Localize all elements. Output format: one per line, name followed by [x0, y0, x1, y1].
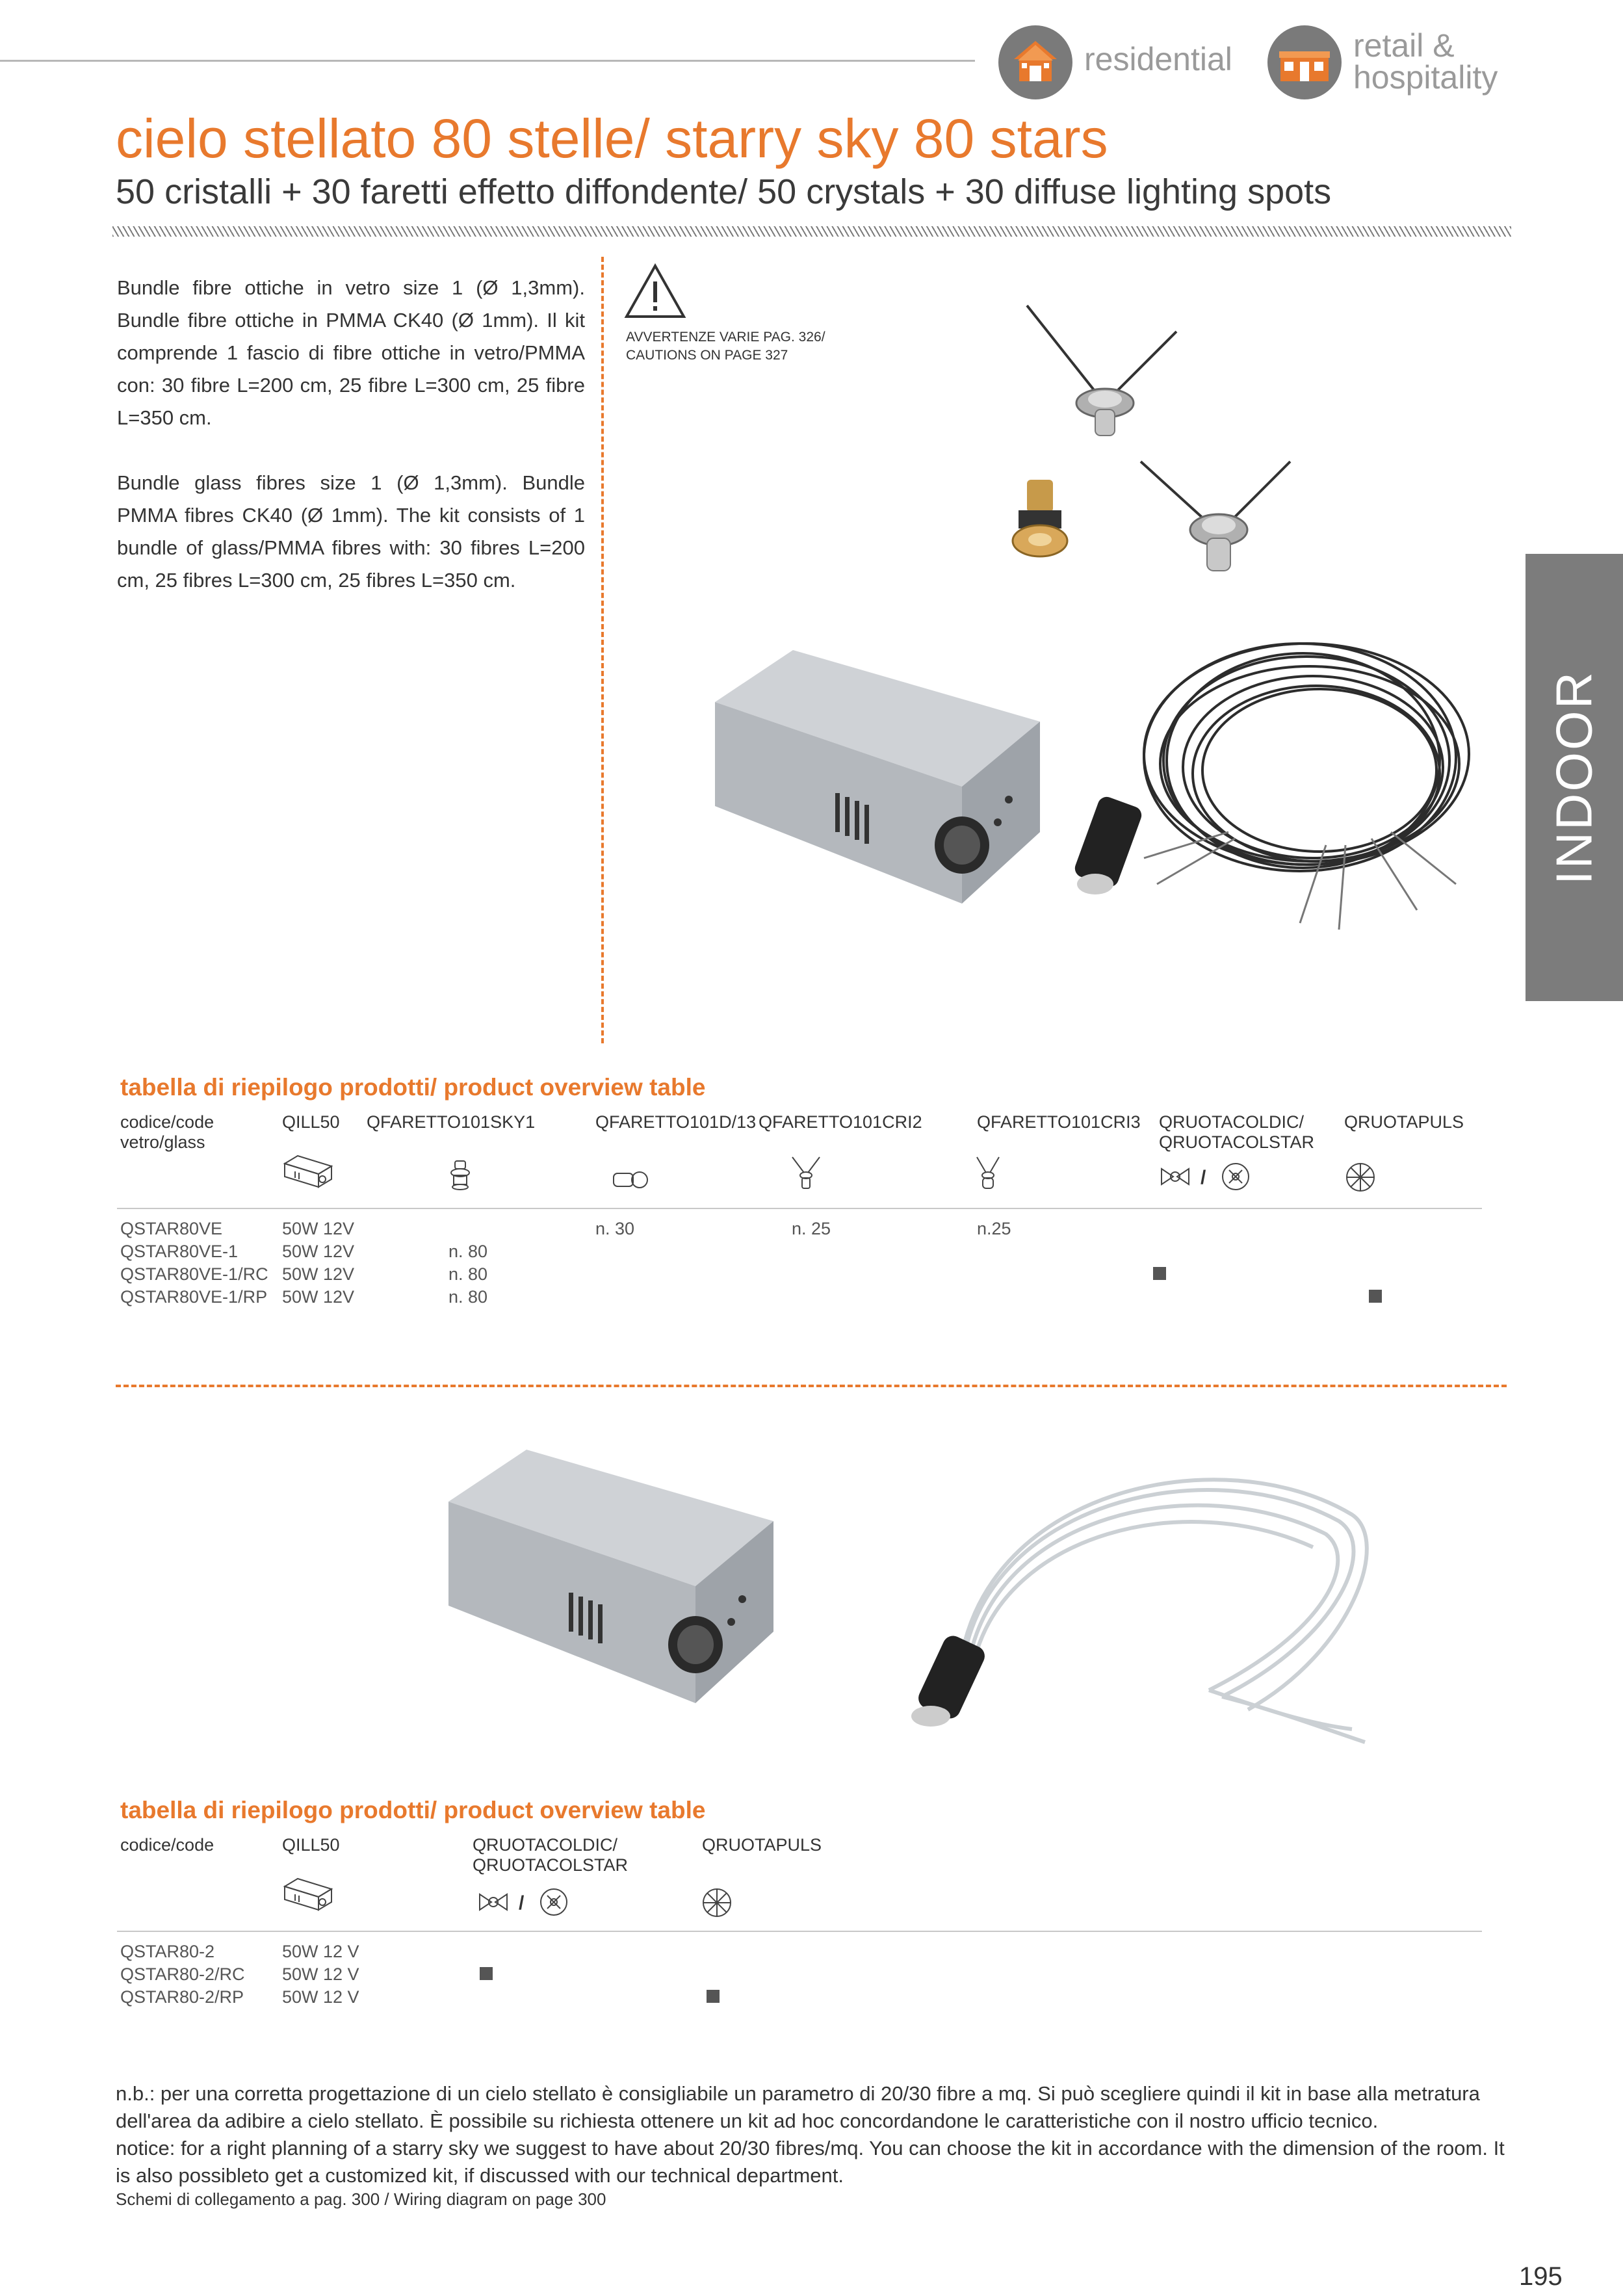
illuminator-icon: [282, 1152, 334, 1191]
table1-header-code: codice/code: [120, 1112, 214, 1132]
table1-row4-sky1: n. 80: [448, 1287, 488, 1307]
table2-row3-qill50: 50W 12 V: [282, 1987, 359, 2007]
shop-icon: [1267, 25, 1342, 99]
table1-row2-sky1: n. 80: [448, 1242, 488, 1261]
section-dashed-divider: [116, 1385, 1507, 1387]
category-residential-badge[interactable]: [998, 25, 1072, 99]
description-italian: Bundle fibre ottiche in vetro size 1 (Ø 1,3mm). Bundle fibre ottiche in PMMA CK40 (Ø 1mm). Il kit comprende 1 fascio di fibre ottiche in vetro/PMMA con: 30 fibre L=200 cm, 25 fibre L=300 cm, 25 fibre L=350 cm.: [117, 276, 585, 429]
table2-row3-code: QSTAR80-2/RP: [120, 1987, 244, 2007]
page-title: cielo stellato 80 stelle/ starry sky 80 stars: [116, 108, 1108, 169]
table2-rule: [117, 1931, 1482, 1932]
page-number: 195: [1519, 2262, 1563, 2291]
table2-header-puls: QRUOTAPULS: [702, 1835, 822, 1855]
house-icon: [998, 25, 1072, 99]
table1-row1-d13: n. 30: [595, 1219, 635, 1238]
description-english: Bundle glass fibres size 1 (Ø 1,3mm). Bundle PMMA fibres CK40 (Ø 1mm). The kit consists of 1 bundle of glass/PMMA fibres with: 30 fibres L=200 cm, 25 fibres L=300 cm, 25 fibres L=350 cm.: [117, 471, 585, 592]
table1-row1-cri3: n.25: [977, 1219, 1011, 1238]
note-italian: n.b.: per una corretta progettazione di un cielo stellato è consigliabile un parametro di 20/30 fibre a mq. Si può scegliere quindi il kit in base alla metratura dell'area da adibire a cielo stellato. È possibile su richiesta ottenere un kit ad hoc concordandone le caratteristiche con il nostro ufficio tecnico.: [116, 2082, 1480, 2132]
color-wheel-star-icon: [1220, 1161, 1251, 1192]
table1-header-cri2: QFARETTO101CRI2: [759, 1112, 922, 1132]
table2-pulse-wheel-icon: [701, 1886, 733, 1919]
illuminator-box-photo: [708, 644, 1046, 917]
table2-icon-separator: /: [519, 1892, 525, 1914]
illuminator-box-photo-2: [442, 1443, 780, 1716]
table1-header-puls: QRUOTAPULS: [1344, 1112, 1464, 1132]
table1-header-ruota-1: QRUOTACOLDIC/: [1159, 1112, 1305, 1132]
table2-header-code: codice/code: [120, 1835, 214, 1855]
table2-header-ruota-2: QRUOTACOLSTAR: [473, 1855, 629, 1875]
table1-header-qill50: QILL50: [282, 1112, 340, 1132]
table1-row1-qill50: 50W 12V: [282, 1219, 355, 1238]
table2-row2-ruota-marker: [480, 1967, 493, 1980]
table1-row4-puls-marker: [1369, 1290, 1382, 1303]
note-english: notice: for a right planning of a starry sky we suggest to have about 20/30 fibres/mq. You can choose the kit in accordance with the dimension of the room. It is also possibleto get a customized kit, if discussed with our technical department.: [116, 2137, 1505, 2187]
wiring-diagram-reference[interactable]: Schemi di collegamento a pag. 300 / Wiring diagram on page 300: [116, 2189, 606, 2209]
vertical-dashed-divider: [601, 257, 604, 1043]
sky1-spot-icon: [448, 1158, 472, 1191]
table1-row3-sky1: n. 80: [448, 1264, 488, 1284]
table2-illuminator-icon: [282, 1875, 334, 1914]
table2-row2-code: QSTAR80-2/RC: [120, 1964, 245, 1984]
table1-icon-separator: /: [1201, 1167, 1206, 1188]
header-rule: [0, 60, 975, 62]
indoor-side-tab[interactable]: [1526, 554, 1623, 1001]
table1-row2-code: QSTAR80VE-1: [120, 1242, 239, 1261]
pmma-fiber-bundle-photo: [884, 1424, 1378, 1749]
page-subtitle: 50 cristalli + 30 faretti effetto diffondente/ 50 crystals + 30 diffuse lighting spots: [116, 172, 1332, 211]
table2-color-wheel-dic-icon: [477, 1890, 510, 1914]
crystal-spot-photo-1: [1001, 286, 1209, 455]
table1-header-d13: QFARETTO101D/13: [595, 1112, 757, 1132]
cri3-spot-icon: [972, 1155, 1004, 1194]
table1-row1-code: QSTAR80VE: [120, 1219, 223, 1238]
table1-rule: [117, 1208, 1482, 1209]
table2-header-qill50: QILL50: [282, 1835, 340, 1855]
color-wheel-dic-icon: [1159, 1165, 1191, 1188]
table2-row3-puls-marker: [707, 1990, 720, 2003]
indoor-tab-label: INDOOR: [1545, 670, 1603, 885]
table2-row1-qill50: 50W 12 V: [282, 1942, 359, 1961]
table1-header-glass: vetro/glass: [120, 1132, 205, 1152]
table1-header-sky1: QFARETTO101SKY1: [367, 1112, 536, 1132]
category-retail-badge[interactable]: [1267, 25, 1342, 99]
table2-color-wheel-star-icon: [538, 1886, 569, 1918]
table2-row1-code: QSTAR80-2: [120, 1942, 215, 1961]
table2-row2-qill50: 50W 12 V: [282, 1964, 359, 1984]
brass-diffuser-photo: [1004, 475, 1076, 572]
table2-title: tabella di riepilogo prodotti/ product overview table: [120, 1797, 706, 1823]
table2-header-ruota-1: QRUOTACOLDIC/: [473, 1835, 618, 1855]
warning-line-2: CAUTIONS ON PAGE 327: [626, 348, 788, 363]
table1-row3-ruota-marker: [1153, 1267, 1166, 1280]
table1-header-cri3: QFARETTO101CRI3: [977, 1112, 1141, 1132]
warning-triangle-icon: [624, 263, 686, 319]
pulse-wheel-icon: [1344, 1161, 1377, 1194]
hatched-divider: [112, 226, 1511, 237]
cri2-spot-icon: [790, 1155, 822, 1194]
table1-title: tabella di riepilogo prodotti/ product overview table: [120, 1074, 706, 1101]
category-retail-label-2[interactable]: hospitality: [1353, 59, 1498, 96]
table1-row4-code: QSTAR80VE-1/RP: [120, 1287, 268, 1307]
table1-row1-cri2: n. 25: [792, 1219, 831, 1238]
table1-row3-code: QSTAR80VE-1/RC: [120, 1264, 268, 1284]
table1-row4-qill50: 50W 12V: [282, 1287, 355, 1307]
category-retail-label-1[interactable]: retail &: [1353, 27, 1455, 64]
table1-header-ruota-2: QRUOTACOLSTAR: [1159, 1132, 1315, 1152]
notes-block: [116, 2080, 1510, 2189]
fiber-bundle-photo: [1066, 637, 1482, 943]
table1-row2-qill50: 50W 12V: [282, 1242, 355, 1261]
category-residential-label[interactable]: residential: [1084, 41, 1232, 77]
table1-row3-qill50: 50W 12V: [282, 1264, 355, 1284]
warning-line-1: AVVERTENZE VARIE PAG. 326/: [626, 330, 825, 345]
crystal-spot-photo-2: [1128, 449, 1323, 598]
d13-spot-icon: [611, 1168, 650, 1192]
